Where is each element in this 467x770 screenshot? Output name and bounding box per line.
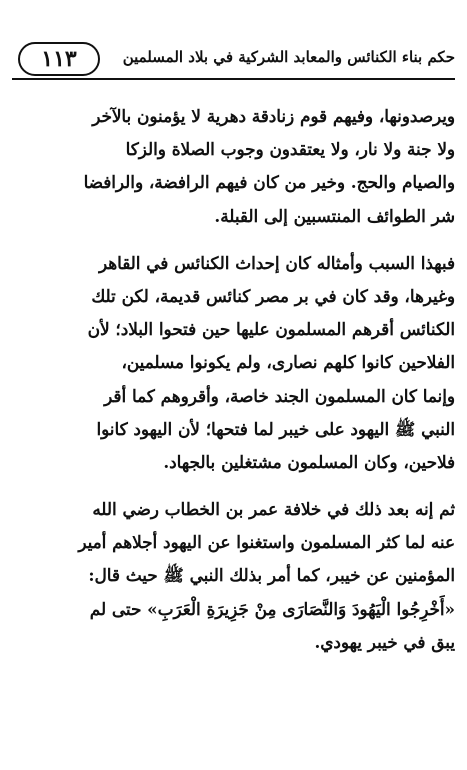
text-line: عنه لما كثر المسلمون واستغنوا عن اليهود أجلاهم أمير — [78, 532, 455, 553]
text-line: الكنائس أقرهم المسلمون عليها حين فتحوا البلاد؛ لأن — [87, 319, 455, 340]
text-line: «أَخْرِجُوا الْيَهُودَ وَالنَّصَارَى مِنْ جَزِيرَةِ الْعَرَبِ» حتى لم — [89, 598, 455, 619]
text-line: يبق في خيبر يهودي. — [314, 631, 455, 652]
page-number-badge: ١١٣ — [18, 42, 100, 76]
text-line: ويرصدونها، وفيهم قوم زنادقة دهرية لا يؤمنون بالآخر — [92, 106, 455, 126]
header-title: حكم بناء الكنائس والمعابد الشركية في بلاد المسلمين — [122, 48, 455, 66]
running-header — [12, 42, 455, 80]
text-line: وغيرها، وقد كان في بر مصر كنائس قديمة، لكن تلك — [91, 285, 455, 306]
text-line: فبهذا السبب وأمثاله كان إحداث الكنائس في القاهر — [98, 252, 455, 273]
text-line: ولا جنة ولا نار، ولا يعتقدون وجوب الصلاة والزكا — [125, 139, 455, 160]
text-line: النبي ﷺ اليهود على خيبر لما فتحها؛ لأن اليهود كانوا — [96, 418, 455, 439]
text-line: والصيام والحج. وخير من كان فيهم الرافضة، والرافضا — [83, 172, 455, 193]
text-line: فلاحين، وكان المسلمون مشتغلين بالجهاد. — [163, 451, 455, 472]
text-line: الفلاحين كانوا كلهم نصارى، ولم يكونوا مسلمين، — [121, 352, 455, 373]
text-line: شر الطوائف المنتسبين إلى القبلة. — [214, 205, 455, 226]
text-line: المؤمنين عن خيبر، كما أمر بذلك النبي ﷺ حيث قال: — [88, 565, 455, 586]
body-text — [0, 100, 467, 659]
text-line: ثم إنه بعد ذلك في خلافة عمر بن الخطاب رضي الله — [92, 499, 455, 520]
text-line: وإنما كان المسلمون الجند خاصة، وأقروهم كما أقر — [104, 385, 455, 406]
